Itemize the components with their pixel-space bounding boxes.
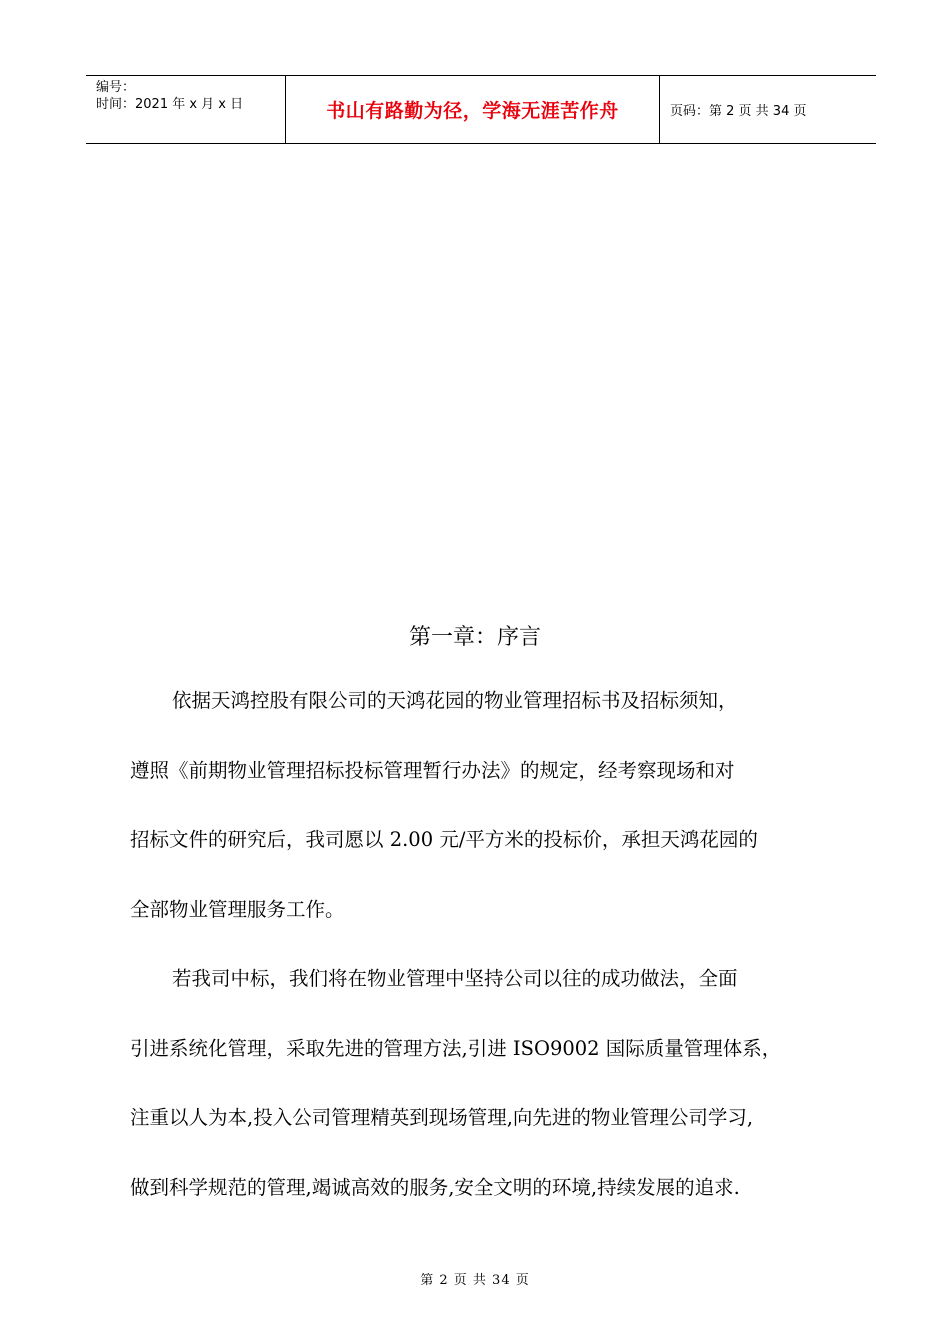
header-page-info: 页码：第 2 页 共 34 页 [670, 104, 807, 119]
document-date: 时间：2021 年 x 月 x 日 [96, 97, 244, 112]
paragraph-line: 招标文件的研究后，我司愿以 2.00 元/平方米的投标价，承担天鸿花园的 [130, 828, 758, 851]
paragraph-line: 引进系统化管理，采取先进的管理方法,引进 ISO9002 国际质量管理体系， [130, 1036, 782, 1060]
paragraph-line: 做到科学规范的管理,竭诚高效的服务,安全文明的环境,持续发展的追求. [130, 1175, 740, 1199]
paragraph-1 [130, 666, 830, 944]
header-meta [86, 76, 286, 143]
header-motto: 书山有路勤为径，学海无涯苦作舟 [286, 76, 660, 143]
paragraph-2 [130, 944, 830, 1222]
paragraph-line: 注重以人为本,投入公司管理精英到现场管理,向先进的物业管理公司学习, [130, 1106, 754, 1129]
page-footer: 第 2 页 共 34 页 [420, 1273, 530, 1288]
paragraph-line: 遵照《前期物业管理招标投标管理暂行办法》的规定，经考察现场和对 [130, 758, 735, 782]
paragraph-line: 依据天鸿控股有限公司的天鸿花园的物业管理招标书及招标须知， [172, 689, 738, 712]
page-header [86, 75, 876, 144]
paragraph-line: 若我司中标，我们将在物业管理中坚持公司以往的成功做法，全面 [172, 967, 738, 990]
paragraph-line: 全部物业管理服务工作。 [130, 897, 345, 921]
document-number-label: 编号： [96, 80, 136, 95]
chapter-title: 第一章：序言 [408, 625, 541, 650]
